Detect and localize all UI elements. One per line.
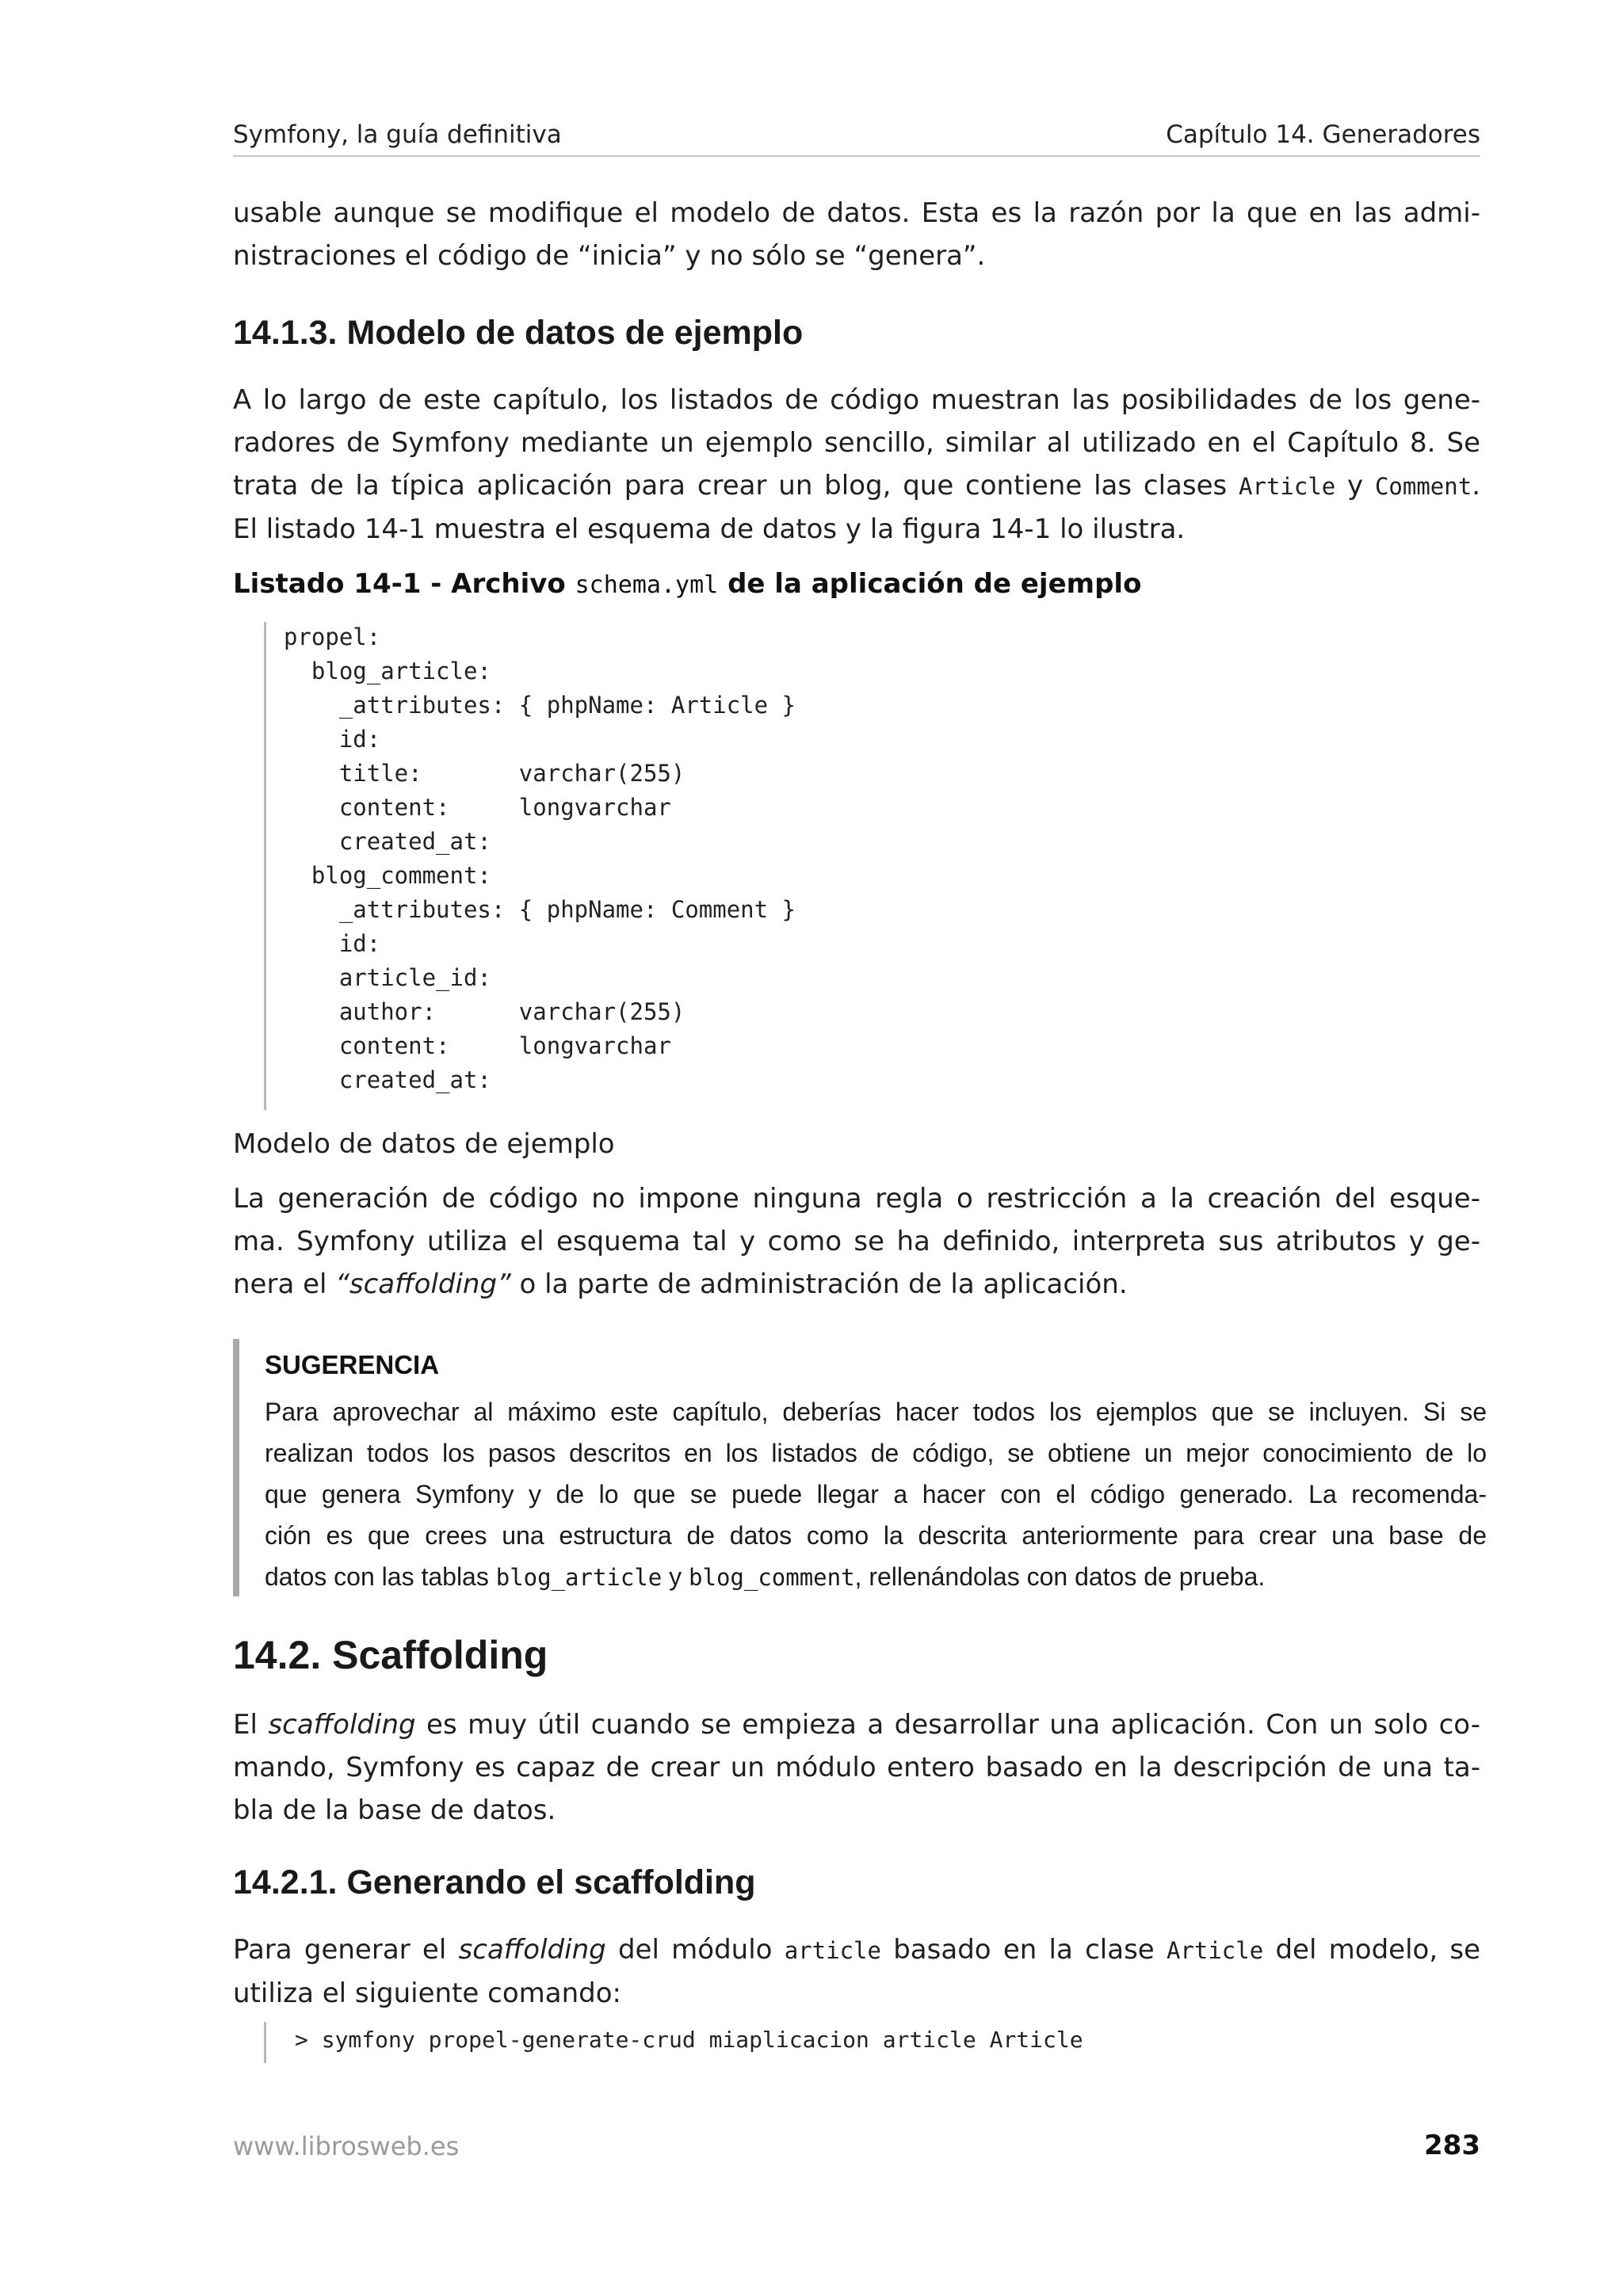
page-number: 283 [1424,2130,1480,2161]
text-line: El listado 14-1 muestra el esquema de datos y la figura 14-1 lo ilustra. [233,513,1186,545]
text-fragment: de la aplicación de ejemplo [718,568,1142,600]
text-fragment: del modelo, se [1263,1934,1481,1966]
page-header [233,117,1480,157]
code-line: propel: [284,624,381,650]
inline-code: Article [1239,473,1336,500]
code-line: content: longvarchar [284,1032,671,1059]
text-line [233,464,1480,508]
code-line: blog_article: [284,658,491,685]
text-line [233,1928,1480,1972]
inline-code: article [784,1937,881,1964]
section-paragraph [233,379,1480,551]
listing-title [233,568,1141,600]
footer-site: www.librosweb.es [233,2131,460,2161]
schema-paragraph [233,1177,1480,1306]
text-line: A lo largo de este capítulo, los listados de código muestran las posibilidades de los gene- [233,384,1480,416]
text-fragment: datos con las tablas [265,1562,496,1591]
code-line: content: longvarchar [284,794,671,821]
code-line: blog_comment: [284,862,491,889]
command-line: > symfony propel-generate-crud miaplicacion article Article [295,2027,1083,2053]
code-block [264,622,980,1110]
text-line: bla de la base de datos. [233,1794,556,1826]
text-line [265,1556,1487,1598]
scaffolding-paragraph [233,1703,1480,1832]
code-line: author: varchar(255) [284,998,685,1025]
text-line [233,1263,1480,1306]
text-line: La generación de código no impone ninguna regla o restricción a la creación del esque- [233,1183,1480,1215]
section-heading-14-2-1: 14.2.1. Generando el scaffolding [233,1863,756,1901]
code-line: _attributes: { phpName: Article } [284,692,796,719]
inline-code: schema.yml [575,571,719,599]
code-line: title: varchar(255) [284,760,685,787]
tip-box [233,1339,1487,1596]
inline-code: Comment [1374,473,1472,500]
code-line: created_at: [284,828,491,855]
text-fragment: El [233,1709,269,1741]
text-line: mando, Symfony es capaz de crear un módulo entero basado en la descripción de una ta- [233,1752,1480,1783]
text-fragment: . [1472,470,1480,502]
emphasis: scaffolding [268,1709,416,1741]
text-fragment: y [662,1562,689,1591]
emphasis: scaffolding [458,1934,606,1966]
text-fragment: Para generar el [233,1934,459,1966]
book-title: Symfony, la guía definitiva [233,120,562,149]
text-line [233,1703,1480,1746]
text-line: realizan todos los pasos descritos en los listados de código, se obtiene un mejor conocimiento de lo [265,1439,1487,1467]
generate-paragraph [233,1928,1480,2015]
inline-code: Article [1166,1937,1264,1964]
code-line: created_at: [284,1066,491,1093]
code-line: article_id: [284,964,491,991]
text-fragment: , rellenándolas con datos de prueba. [854,1562,1266,1591]
text-fragment: y [1335,470,1375,502]
text-fragment: del módulo [605,1934,785,1966]
command-block [264,2022,1217,2063]
text-fragment: o la parte de administración de la aplicación. [510,1268,1128,1300]
section-heading-14-1-3: 14.1.3. Modelo de datos de ejemplo [233,314,804,352]
inline-code: blog_article [495,1564,663,1591]
text-line: radores de Symfony mediante un ejemplo sencillo, similar al utilizado en el Capítulo 8. Se [233,427,1480,459]
text-line: ción es que crees una estructura de datos como la descrita anteriormente para crear una base de [265,1521,1487,1550]
text-fragment: es muy útil cuando se empieza a desarrollar una aplicación. Con un solo co- [415,1709,1480,1741]
code-line: id: [284,930,381,957]
text-line: que genera Symfony y de lo que se puede llegar a hacer con el código generado. La recomenda- [265,1480,1487,1508]
text-fragment: basado en la clase [880,1934,1167,1966]
text-fragment: trata de la típica aplicación para crear un blog, que contiene las clases [233,470,1239,502]
tip-body [265,1391,1487,1598]
tip-title: SUGERENCIA [265,1350,440,1379]
section-heading-14-2: 14.2. Scaffolding [233,1633,548,1677]
text-line: nistraciones el código de “inicia” y no sólo se “genera”. [233,240,986,272]
text-line: usable aunque se modifique el modelo de datos. Esta es la razón por la que en las admi- [233,197,1480,229]
text-fragment: Listado 14-1 - Archivo [233,568,575,600]
text-line: utiliza el siguiente comando: [233,1978,621,2009]
inline-code: blog_comment [689,1564,855,1591]
emphasis: “scaffolding” [335,1268,511,1300]
text-line: ma. Symfony utiliza el esquema tal y como se ha definido, interpreta sus atributos y ge- [233,1226,1480,1257]
code-line: _attributes: { phpName: Comment } [284,896,796,923]
code-line: id: [284,726,381,753]
text-fragment: nera el [233,1268,336,1300]
figure-caption: Modelo de datos de ejemplo [233,1128,615,1160]
intro-paragraph [233,192,1480,277]
chapter-title: Capítulo 14. Generadores [1166,120,1480,149]
text-line: Para aprovechar al máximo este capítulo, deberías hacer todos los ejemplos que se incluyen. Si se [265,1398,1487,1426]
